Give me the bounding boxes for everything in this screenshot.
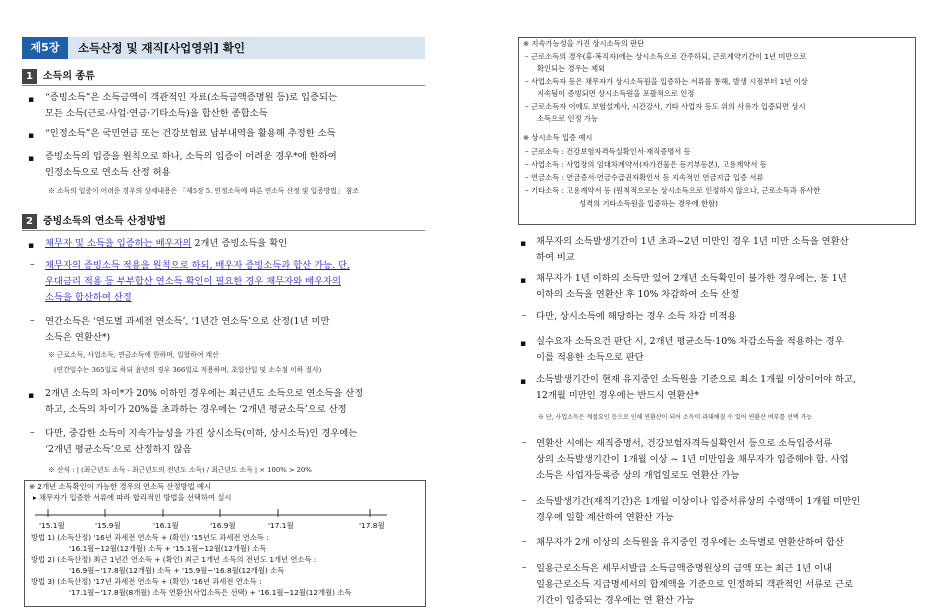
timeline-label: '15.1월 — [39, 521, 65, 530]
criteria-line: – 근로소득 : 건강보험자격득실확인서·재직증명서 등 — [525, 147, 691, 156]
bullet-icon: ▪ — [520, 339, 527, 349]
paragraph-line: 채무자의 증빙소득 적용을 원칙으로 하되, 배우자 증빙소득과 합산 가능. 단, — [45, 260, 350, 271]
criteria-line: – 사업소득 : 사업장의 임대차계약서(자가건물은 등기부등본), 고용계약서 등 — [525, 160, 767, 169]
dash-marker: – — [522, 438, 527, 448]
method-line: 방법 3) (소득산정) '17년 과세전 연소득 + (확인) '16년 과세전 연소득 : — [31, 577, 262, 586]
criteria-box — [518, 37, 916, 225]
criteria-line: – 근로소득의 경우(휴·복직자)에는 상시소득으로 간주하되, 근로계약기간이 1년 미만으로 — [525, 52, 807, 61]
criteria-line: – 근로소득자 이에도 보험설계사, 시간강사, 기타 사업자 등도 위의 사유가 입증되면 상시 — [525, 102, 806, 111]
chapter-number: 제5장 — [22, 37, 68, 59]
bullet-icon: ▪ — [520, 377, 527, 387]
method-line: '16.9월~'17.8월(12개월) 소득 + '15.9월~'16.8월(12개월) 소득 — [69, 566, 285, 575]
dash-marker: – — [522, 311, 527, 321]
paragraph-line: 하여 비교 — [536, 252, 575, 263]
criteria-line: 확인되는 경우는 제외 — [537, 64, 606, 73]
paragraph-line: 이하의 소득을 연환산 후 10% 차감하여 소득 산정 — [536, 289, 740, 300]
criteria-line: ※ 상시소득 입증 예시 — [523, 133, 593, 142]
paragraph-line: 소득발생기간(재직기간)은 1개월 이상이나 입증서류상의 수령액이 1개월 미만인 — [536, 496, 861, 507]
bullet-icon: ▪ — [28, 241, 35, 251]
example-subtitle: ▸ 채무자가 입증한 서류에 따라 합리적인 방법을 선택하여 실시 — [33, 493, 232, 502]
method-line: '17.1월~'17.8월(8개월) 소득 연환산(사업소득은 선택) + '16.1월~12월(12개월) 소득 — [69, 588, 352, 597]
method-line: 방법 2) (소득산정) 최근 1년간 연소득 + (확인) 최근 1개년 소득의 전년도 1개년 연소득 : — [31, 555, 317, 564]
paragraph-line: 모든 소득(근로·사업·연금·기타소득)을 합산한 종합소득 — [45, 108, 268, 119]
timeline-axis — [25, 503, 425, 519]
paragraph-line: 하고, 소득의 차이가 20%를 초과하는 경우에는 ‘2개년 평균소득’으로 산정 — [45, 404, 347, 415]
timeline-label: '17.1월 — [268, 521, 294, 530]
formula-note: ※ 산식 : | (최근년도 소득 - 최근년도의 전년도 소득) / 최근년도 소득 | × 100% > 20% — [48, 466, 312, 474]
paragraph-line: 인정소득으로 연소득 산정 허용 — [45, 167, 171, 178]
paragraph-line: 채무자 및 소득을 입증하는 배우자의 2개년 증빙소득을 확인 — [45, 238, 288, 249]
paragraph-line: 증빙소득의 입증을 원칙으로 하나, 소득의 입증이 어려운 경우*에 한하여 — [45, 151, 337, 162]
paragraph-line: 채무자의 소득발생기간이 1년 초과~2년 미만인 경우 1년 미만 소득을 연환산 — [536, 236, 849, 247]
paragraph-line: 이를 적용한 소득으로 판단 — [536, 352, 644, 363]
bullet-icon: ▪ — [28, 95, 35, 105]
dash-marker: – — [30, 316, 35, 326]
chapter-title: 소득산정 및 재직[사업영위] 확인 — [78, 41, 245, 55]
bullet-icon: ▪ — [520, 239, 527, 249]
chapter-header — [22, 37, 425, 59]
dash-marker: – — [522, 537, 527, 547]
method-line: 방법 1) (소득산정) '16년 과세전 연소득 + (확인) '15년도 과세전 연소득 : — [31, 533, 269, 542]
divider — [22, 230, 425, 231]
section-2-heading — [22, 214, 166, 229]
timeline-label: '16.9월 — [210, 521, 236, 530]
divider — [22, 85, 425, 86]
paragraph-line: 상의 소득발생기간이 1개월 이상 ~ 1년 미만임을 채무자가 입증해야 함. 사업 — [536, 454, 849, 465]
paragraph-line: 채무자가 2개 이상의 소득원을 유지중인 경우에는 소득별로 연환산하여 합산 — [536, 537, 844, 548]
criteria-line: – 기타소득 : 고용계약서 등 (원칙적으로는 상시소득으로 인정하지 않으나, 근로소득과 유사한 — [525, 186, 821, 195]
paragraph-line: 소득을 합산하여 산정 — [45, 292, 132, 303]
bullet-icon: ▪ — [28, 131, 35, 141]
dash-marker: – — [522, 563, 527, 573]
paragraph-line: 12개월 미만인 경우에는 반드시 연환산* — [536, 390, 700, 401]
section-1-title: 소득의 종류 — [43, 71, 95, 82]
dash-marker: – — [30, 428, 35, 438]
underlined-text: 채무자 및 소득을 입증하는 배우자의 — [45, 238, 192, 249]
example-title: ※ 2개년 소득확인이 가능한 경우의 연소득 산정방법 예시 — [29, 482, 212, 491]
bullet-icon: ▪ — [520, 276, 527, 286]
paragraph-line: ‘2개년 평균소득’으로 산정하지 않음 — [45, 444, 192, 455]
criteria-line: 소득으로 인정 가능 — [537, 114, 599, 123]
paragraph-line: 소득은 연환산*) — [45, 332, 111, 343]
section-2-number: 2 — [22, 214, 37, 229]
paragraph-line: 소득은 사업자등록증 상의 개업일로도 연환산 가능 — [536, 470, 740, 481]
paragraph-line: 2개년 소득의 차이*가 20% 이하인 경우에는 최근년도 소득으로 연소득을 산정 — [45, 388, 364, 399]
criteria-line: ※ 지속가능성을 가진 상시소득의 판단 — [523, 39, 645, 48]
criteria-line: – 사업소득자 등은 채무자가 상시소득원을 입증하는 서류를 통해, 발생 시점부터 1년 이상 — [525, 77, 808, 86]
paragraph-line: 일용근로소득은 세무서발급 소득금액증명원상의 금액 또는 최근 1년 이내 — [536, 563, 833, 574]
paragraph-line: 연환산 시에는 재직증명서, 건강보험자격득실확인서 등으로 소득입증서류 — [536, 438, 833, 449]
timeline-label: '17.8월 — [359, 521, 385, 530]
paragraph-line: “증빙소득”은 소득금액이 객관적인 자료(소득금액증명원 등)로 입증되는 — [45, 92, 337, 103]
paragraph-line: 경우에 일할 계산하여 연환산 가능 — [536, 512, 674, 523]
paragraph-line: 소득발생기간이 현재 유지중인 소득원을 기준으로 최소 1개월 이상이어야 하고, — [536, 374, 856, 385]
paragraph-line: 실수요자 소득요건 판단 시, 2개년 평균소득·10% 차감소득을 적용하는 경우 — [536, 336, 844, 347]
section-1-heading — [22, 69, 95, 84]
dash-marker: – — [522, 496, 527, 506]
section-1-number: 1 — [22, 69, 37, 84]
footnote: (연간일수는 365일로 하되 윤년의 경우 366일로 적용하며, 초일산입 및 소수점 이하 절사) — [54, 366, 322, 374]
paragraph-line: 채무자가 1년 이하의 소득만 있어 2개년 소득확인이 불가한 경우에는, 동 1년 — [536, 273, 847, 284]
section-2-title: 증빙소득의 연소득 산정방법 — [43, 216, 166, 227]
method-line: '16.1월~12월(12개월) 소득 + '15.1월~12월(12개월) 소득 — [69, 544, 267, 553]
example-box — [24, 480, 426, 607]
paragraph-line: 일용근로소득 지급명세서의 합계액을 기준으로 인정하되 객관적인 서류로 근로 — [536, 579, 854, 590]
footnote: ※ 근로소득, 사업소득, 연금소득에 한하며, 일할하여 계산 — [48, 351, 219, 359]
criteria-line: – 연금소득 : 연금증서·연금수급권자확인서 등 지속적인 연금지급 입증 서류 — [525, 173, 764, 182]
paragraph-line: 다만, 중감한 소득이 지속가능성을 가진 상시소득(이하, 상시소득)인 경우에는 — [45, 428, 358, 439]
timeline-label: '16.1월 — [153, 521, 179, 530]
dash-marker: – — [30, 260, 35, 270]
paragraph-line: 기간이 입증되는 경우에는 연 환산 가능 — [536, 595, 695, 606]
timeline-label: '15.9월 — [95, 521, 121, 530]
footnote: ※ 소득의 입증이 어려운 경우의 상세내용은 「제5장 5. 인정소득에 따른 연소득 산정 및 입증방법」 참조 — [48, 187, 359, 195]
criteria-line: 지속됨이 증빙되면 상시소득원을 포괄적으로 인정 — [537, 89, 695, 98]
paragraph-line: 우대금리 적용 등 부부합산 연소득 확인이 필요한 경우 채무자와 배우자의 — [45, 276, 342, 287]
bullet-icon: ▪ — [28, 391, 35, 401]
paragraph-line: “인정소득”은 국민연금 또는 건강보험료 납부내역을 활용해 추정한 소득 — [45, 128, 336, 139]
paragraph-line: 다만, 상시소득에 해당하는 경우 소득 차감 미적용 — [536, 311, 737, 322]
paragraph-line: 연간소득은 ‘연도별 과세전 연소득’, ‘1년간 연소득’으로 산정(1년 미만 — [45, 316, 330, 327]
bullet-icon: ▪ — [28, 154, 35, 164]
criteria-line: 성격의 기타소득원을 입증하는 경우에 한함) — [579, 199, 719, 208]
footnote: ※ 단, 사업소득은 계절요인 등으로 인해 연환산이 되어 소득이 과대해질 수 있어 연환산 여부를 선택 가능 — [538, 414, 813, 421]
